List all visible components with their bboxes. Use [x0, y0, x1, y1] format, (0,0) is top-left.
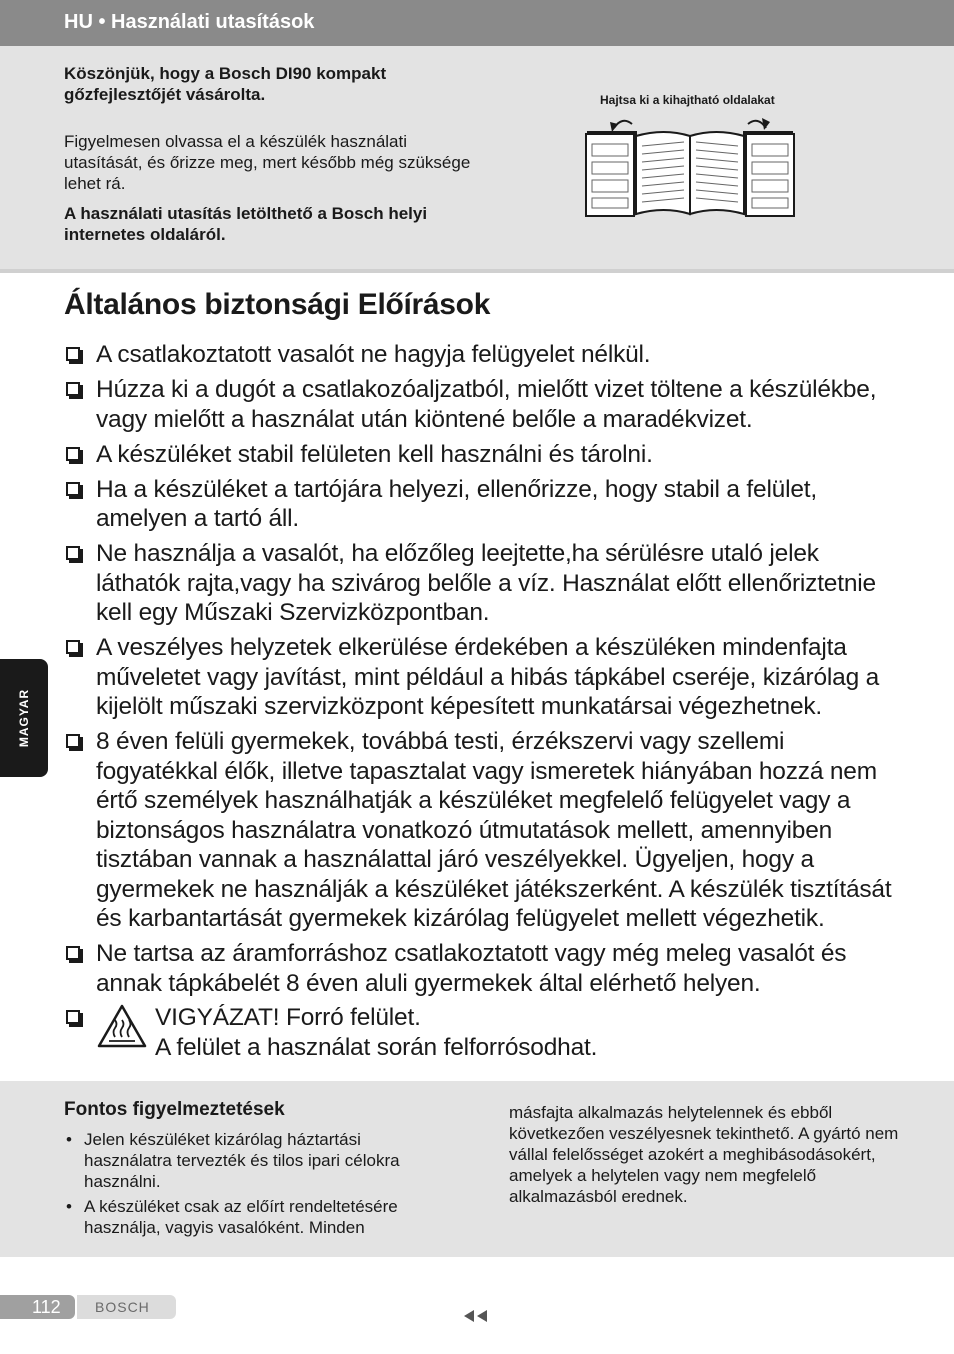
- safety-item: [64, 375, 894, 434]
- brand-tab: [77, 1295, 176, 1319]
- safety-item-text: A készüléket stabil felületen kell használni és tárolni.: [96, 440, 653, 468]
- safety-item: [64, 727, 894, 934]
- intro-download-text: A használati utasítás letölthető a Bosch helyi internetes oldaláról.: [64, 204, 428, 244]
- intro-thanks-text: Köszönjük, hogy a Bosch DI90 kompakt gőzfejlesztőjét vásárolta.: [64, 64, 387, 104]
- safety-item-text: Ne használja a vasalót, ha előzőleg leejtette,ha sérülésre utaló jelek láthatók rajta,vagy ha szivárog belőle a víz. Használat előtt ellenőriztetnie kell egy Műszaki Szervizközpontban.: [96, 540, 876, 626]
- brand-name: BOSCH: [95, 1299, 150, 1315]
- notes-continuation-text: másfajta alkalmazás helytelennek és ebből következően veszélyesnek tekinthető. A gyártó nem vállal felelősséget azokért a meghibásodásokért, amelyek a helytelen vagy nem megfelelő alkalmazásból erednek.: [509, 1103, 899, 1206]
- rewind-icon: [462, 1309, 490, 1323]
- safety-item: [64, 939, 894, 998]
- checkbox-bullet-icon: [66, 1010, 80, 1024]
- bullet-dot-icon: •: [66, 1197, 72, 1216]
- intro-read-text: Figyelmesen olvassa el a készülék használati utasítását, és őrizze meg, mert később még szüksége lehet rá.: [64, 132, 471, 193]
- important-notes-panel: [0, 1081, 954, 1257]
- safety-item-text: Ha a készüléket a tartójára helyezi, ellenőrizze, hogy stabil a felület, amelyen a tartó áll.: [96, 475, 817, 532]
- notes-list: [64, 1129, 444, 1242]
- notes-title: Fontos figyelmeztetések: [64, 1099, 285, 1120]
- warning-text: [155, 1003, 895, 1062]
- hot-surface-warning-icon: [96, 1003, 148, 1049]
- checkbox-bullet-icon: [66, 482, 80, 496]
- warning-line-2: A felület a használat során felforrósodhat.: [155, 1033, 598, 1061]
- header-bar: [0, 0, 954, 46]
- language-tab-label: MAGYAR: [17, 688, 31, 748]
- safety-item-text: Ne tartsa az áramforráshoz csatlakoztatott vagy még meleg vasalót és annak tápkábelét 8 éven aluli gyermekek által elérhető helyen.: [96, 940, 847, 997]
- section-divider: [0, 269, 954, 273]
- checkbox-bullet-icon: [66, 946, 80, 960]
- safety-item: [64, 475, 894, 534]
- checkbox-bullet-icon: [66, 640, 80, 654]
- safety-list: [64, 340, 894, 1004]
- safety-item: [64, 633, 894, 722]
- checkbox-bullet-icon: [66, 382, 80, 396]
- page-header-title: HU • Használati utasítások: [64, 11, 315, 33]
- safety-section-title: Általános biztonsági Előírások: [64, 288, 491, 321]
- checkbox-bullet-icon: [66, 546, 80, 560]
- intro-panel: [0, 46, 954, 269]
- notes-item-text: Jelen készüléket kizárólag háztartási használatra tervezték és tilos ipari célokra használni.: [84, 1130, 400, 1191]
- checkbox-bullet-icon: [66, 347, 80, 361]
- safety-item-text: Húzza ki a dugót a csatlakozóaljzatból, mielőtt vizet töltene a készülékbe, vagy mielőtt a használat után kiöntené belőle a maradékvizet.: [96, 376, 877, 433]
- notes-item-text: A készüléket csak az előírt rendeltetésére használja, vagyis vasalóként. Minden: [84, 1197, 398, 1237]
- language-side-tab: [0, 659, 48, 777]
- safety-item-text: A csatlakoztatott vasalót ne hagyja felügyelet nélkül.: [96, 341, 651, 368]
- notes-item: [64, 1129, 444, 1192]
- safety-item-text: 8 éven felüli gyermekek, továbbá testi, érzékszervi vagy szellemi fogyatékkal élők, illetve tapasztalat vagy ismeretek hiányában hozzá nem értő személyek használhatják a készüléket megfelelő felügyelet vagy a biztonságos használatra vonatkozó útmutatások mellett, amennyiben tisztában vannak a használattal járó veszélyekkel. Ügyeljen, hogy a gyermekek ne használják a készüléket játékszerként. A készülék tisztítását és karbantartását gyermekek kizárólag felügyelet mellett végezhetik.: [96, 728, 892, 932]
- checkbox-bullet-icon: [66, 447, 80, 461]
- checkbox-bullet-icon: [66, 734, 80, 748]
- fold-out-caption: Hajtsa ki a kihajtható oldalakat: [600, 93, 775, 107]
- fold-out-booklet-icon: [584, 108, 796, 220]
- safety-item: [64, 539, 894, 628]
- bullet-dot-icon: •: [66, 1130, 72, 1149]
- page-number: 112: [32, 1297, 61, 1317]
- warning-line-1: VIGYÁZAT! Forró felület.: [155, 1004, 421, 1031]
- notes-item: [64, 1196, 444, 1238]
- page-number-tab: [0, 1295, 75, 1319]
- safety-item-text: A veszélyes helyzetek elkerülése érdekében a készüléken mindenfajta műveletet vagy javítást, mint például a hibás tápkábel cseréje, kizárólag a kijelölt műszaki szervizközpont képesített munkatársai végezhetnek.: [96, 634, 880, 720]
- safety-item: [64, 340, 894, 370]
- safety-item: [64, 440, 894, 470]
